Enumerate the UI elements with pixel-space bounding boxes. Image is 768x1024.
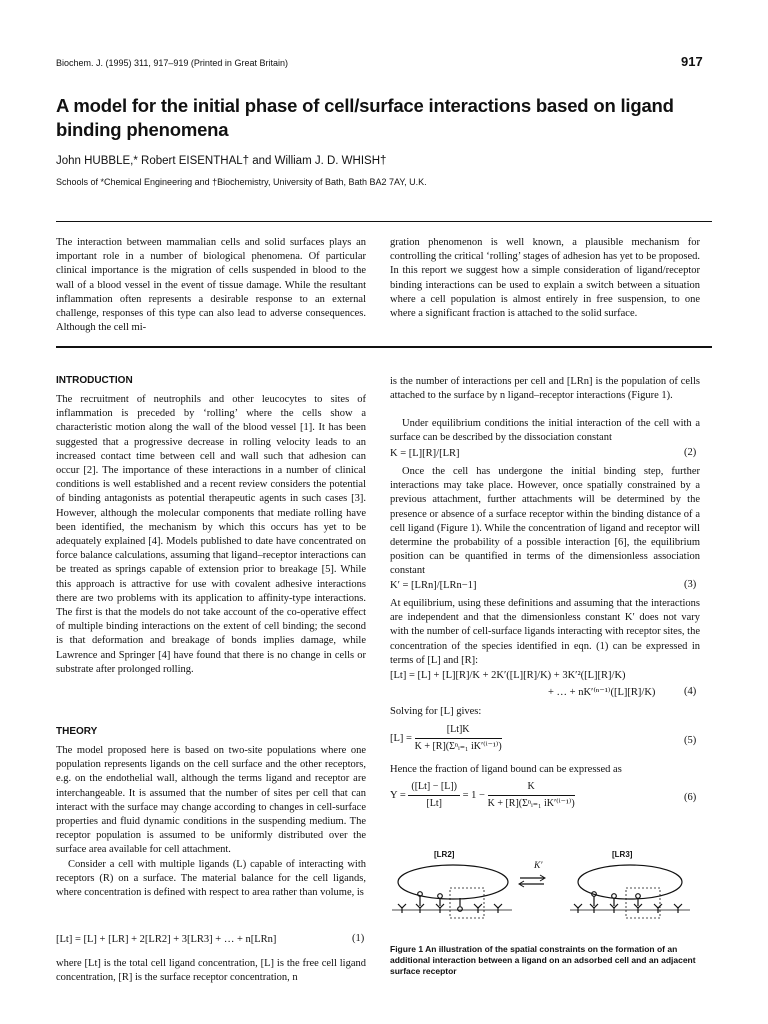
equation-6-fraction-2-numerator: K bbox=[488, 780, 575, 796]
equation-5-denominator: K + [R](Σⁿᵢ₌₁ iK′⁽ⁱ⁻¹⁾) bbox=[414, 741, 502, 752]
right-paragraph-1: is the number of interactions per cell and [LRn] is the population of cells attached to the surface by n ligand–receptor interactions (Figure 1). bbox=[390, 376, 700, 402]
equation-4-number: (4) bbox=[684, 686, 697, 697]
equation-6-fraction-2 bbox=[488, 780, 575, 811]
equation-5 bbox=[390, 723, 502, 754]
receptor-mark bbox=[574, 904, 582, 913]
page-number: 917 bbox=[681, 54, 703, 69]
theory-paragraph-3: where [Lt] is the total cell ligand concentration, [L] is the free cell ligand concentration, [R] is the surface receptor concentration, n bbox=[56, 958, 366, 984]
right-paragraph-6: Hence the fraction of ligand bound can be expressed as bbox=[390, 764, 622, 775]
abstract-left: The interaction between mammalian cells and solid surfaces plays an important role in a number of biological phenomena. Of particular clinical importance is the migration of cells suspended in blood to the wall of a blood vessel in the event of tissue damage. While the resultant inflammation often represents a desirable response to an external challenge, responses of this type can also lead to adverse consequences. Although the cell mi- bbox=[56, 237, 366, 334]
receptor-mark bbox=[398, 904, 406, 913]
equation-4-line-2: + … + nK′⁽ⁿ⁻¹⁾([L][R]/K) bbox=[548, 687, 656, 698]
paper-title: A model for the initial phase of cell/surface interactions based on ligand binding phenomena bbox=[56, 95, 674, 140]
right-paragraph-3: Once the cell has undergone the initial binding step, further interactions may take place. However, once spatially constrained by a previous attachment, further attachments will be determined by the presence or absence of a surface receptor within the binding distance of a cell ligand (Figure 1). While the concentration of ligand and receptor will determine the probability of a possible interaction [6], the equilibrium position can be quantified in terms of the dimensionless association constant bbox=[390, 466, 700, 577]
theory-paragraph-1: The model proposed here is based on two-site populations where one population represents ligands on the cell surface and the other receptors, e.g. on the endothelial wall, although the terms ligand and receptor are interchangeable. It is assumed that the number of sites per cell that can interact with the surface may change according to changes in cell-surface properties and fluid dynamic conditions in the suspending medium. The receptor population is assumed to be uniformly distributed over the surface area available for cell attachment. bbox=[56, 745, 366, 856]
constraint-box-right bbox=[626, 888, 660, 918]
running-head: Biochem. J. (1995) 311, 917–919 (Printed in Great Britain) bbox=[56, 58, 288, 68]
figure-arrow-label: K′ bbox=[534, 861, 543, 871]
right-paragraph-4: At equilibrium, using these definitions and assuming that the interactions are independent and that the dimensionless constant K′ does not vary with the number of cell-surface ligands interacting with receptor sites, the concentration of the species identified in eqn. (1) can be expressed in terms of [L] and [R]: bbox=[390, 598, 700, 666]
equation-5-number: (5) bbox=[684, 735, 697, 746]
theory-heading: THEORY bbox=[56, 726, 98, 737]
equation-5-fraction bbox=[415, 723, 502, 754]
top-rule bbox=[56, 221, 712, 222]
introduction-text: The recruitment of neutrophils and other leucocytes to sites of inflammation is preceded by ‘rolling’ where the cells show a characteristic motion along the wall of the blood vessel [1]. It has been suggested that a progressive decrease in rolling velocity leads to an increased contact time between cell and wall such that adhesion can occur [2]. The importance of these interactions in a number of clinical conditions is well established and a recent review considers the potential of binding antagonists as potential therapeutic agents in such cases [3]. However, although the molecular components that mediate rolling have been identified, the mechanism by which this occurs has yet to be adequately explained [4]. Models published to date have concentrated on force balance calculations, assuming that ligand–receptor interactions can be treated as springs capable of extension prior to breakage [5]. While this approach is attractive for use with covalent adhesive interactions there are two problems with its application to affinity-type interactions. The first is that the models do not take account of the co-operative effect of multiple binding interactions on the extent of cell binding; the second is that deformation and breakage of bonds implies damage, while Lawrence and Springer [4] have found that there is no change in cells or substrate after prolonged rolling. bbox=[56, 394, 366, 675]
equation-5-numerator: [Lt]K bbox=[415, 723, 502, 739]
equation-4-line-1: [Lt] = [L] + [L][R]/K + 2K′([L][R]/K) + 3K′²([L][R]/K) bbox=[390, 670, 626, 681]
equation-6-lhs: Y = bbox=[390, 789, 406, 801]
equation-6 bbox=[390, 780, 575, 811]
equation-3-number: (3) bbox=[684, 579, 697, 590]
equation-5-lhs: [L] = bbox=[390, 732, 412, 744]
theory-paragraph-2: Consider a cell with multiple ligands (L) capable of interacting with receptors (R) on a surface. The material balance for the cell ligands, where concentration is defined with respect to area rather than volume, is bbox=[56, 859, 366, 899]
equation-1-number: (1) bbox=[352, 933, 365, 944]
equation-6-fraction-1-numerator: ([Lt] − [L]) bbox=[408, 780, 460, 796]
adsorbed-cell-right bbox=[578, 865, 682, 899]
equation-6-number: (6) bbox=[684, 792, 697, 803]
receptor-mark bbox=[494, 904, 502, 913]
introduction-heading: INTRODUCTION bbox=[56, 375, 133, 386]
equation-2: K = [L][R]/[LR] bbox=[390, 448, 460, 459]
equation-1: [Lt] = [L] + [LR] + 2[LR2] + 3[LR3] + … + n[LRn] bbox=[56, 934, 277, 945]
affiliation: Schools of *Chemical Engineering and †Biochemistry, University of Bath, Bath BA2 7AY, U.K. bbox=[56, 177, 427, 187]
figure-label-lr2: [LR2] bbox=[434, 850, 455, 859]
receptor-mark bbox=[674, 904, 682, 913]
equation-6-fraction-1-denominator: [Lt] bbox=[426, 798, 442, 809]
receptor-mark bbox=[654, 904, 662, 913]
constraint-box-left bbox=[450, 888, 484, 918]
abstract-rule bbox=[56, 346, 712, 348]
abstract-right: gration phenomenon is well known, a plausible mechanism for controlling the critical ‘rolling’ stages of adhesion has yet to be proposed. In this report we suggest how a simple consideration of ligand/receptor binding interactions can be used to explain a switch between a situation where a cell population is almost entirely in free suspension, to one where a significant fraction is attached to the solid surface. bbox=[390, 237, 700, 320]
authors: John HUBBLE,* Robert EISENTHAL† and William J. D. WHISH† bbox=[56, 155, 387, 167]
equation-6-middle: = 1 − bbox=[462, 789, 485, 801]
figure-label-lr3: [LR3] bbox=[612, 850, 633, 859]
right-paragraph-2: Under equilibrium conditions the initial interaction of the cell with a surface can be described by the dissociation constant bbox=[390, 418, 700, 444]
equation-6-fraction-2-denominator: K + [R](Σⁿᵢ₌₁ iK′⁽ⁱ⁻¹⁾) bbox=[487, 798, 575, 809]
equation-6-fraction-1 bbox=[408, 780, 460, 811]
figure-1-caption: Figure 1 An illustration of the spatial constraints on the formation of an additional interaction between a ligand on an adsorbed cell and an adjacent surface receptor bbox=[390, 944, 696, 976]
right-paragraph-5: Solving for [L] gives: bbox=[390, 706, 482, 717]
receptor-mark bbox=[474, 904, 482, 913]
figure-1-diagram bbox=[390, 858, 712, 932]
equation-3: K′ = [LRn]/[LRn−1] bbox=[390, 580, 477, 591]
equation-2-number: (2) bbox=[684, 447, 697, 458]
adsorbed-cell-left bbox=[398, 865, 508, 899]
